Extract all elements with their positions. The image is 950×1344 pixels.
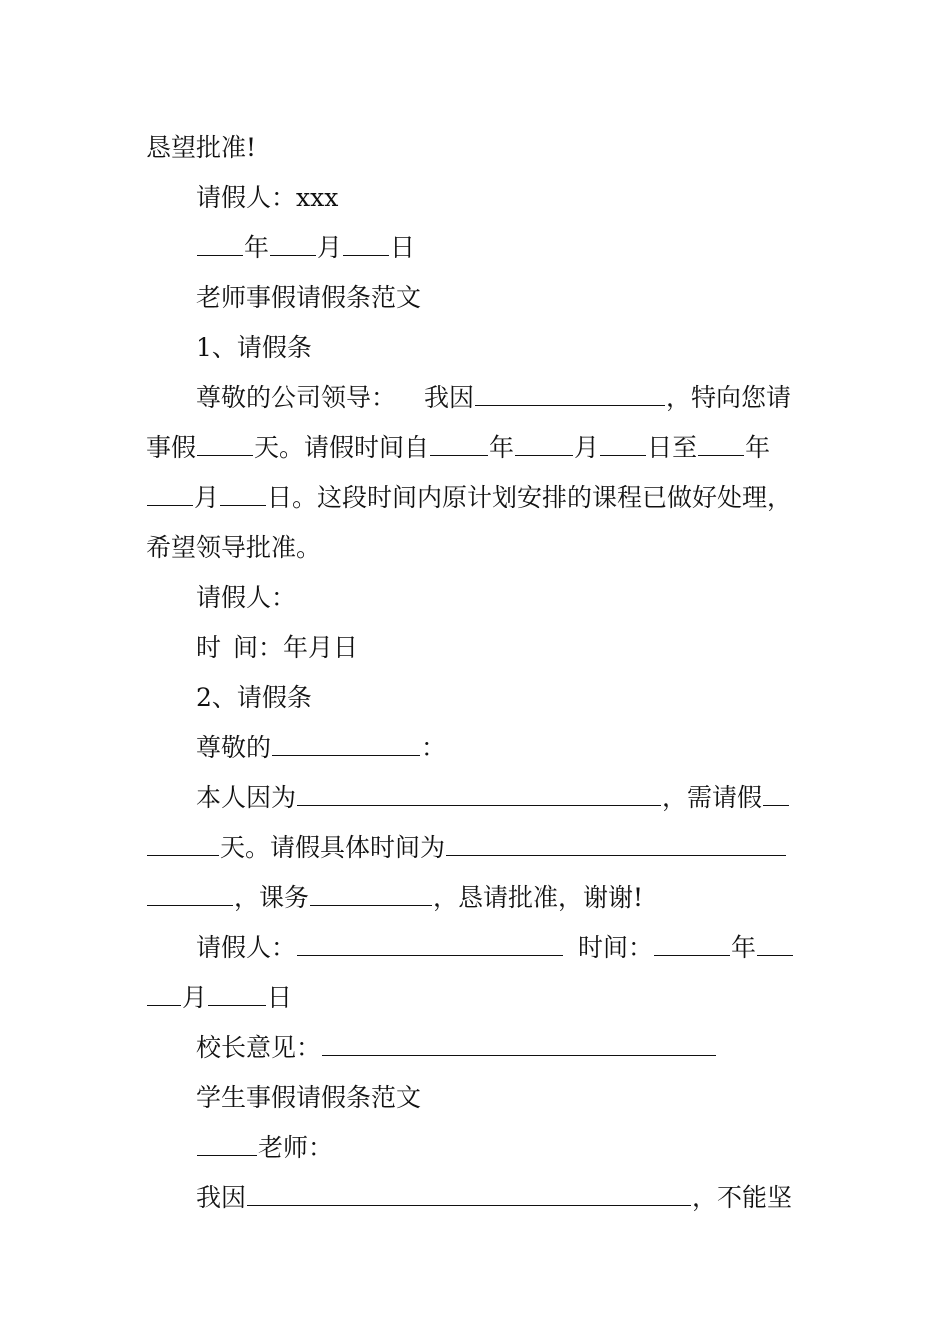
reason-label: 我因	[424, 383, 475, 412]
reason-blank[interactable]	[297, 780, 661, 806]
section-heading-student	[196, 1080, 816, 1116]
principal-opinion-blank[interactable]	[322, 1030, 716, 1056]
period-blank[interactable]	[446, 830, 786, 856]
paragraph-text: 日。这段时间内原计划安排的课程已做好处理，	[267, 483, 793, 512]
paragraph-text: 日至	[647, 433, 698, 462]
section-heading-teacher	[196, 280, 816, 316]
applicant-label: 请假人：	[196, 183, 297, 212]
paragraph-text: 事假	[146, 433, 197, 462]
applicant-line	[196, 930, 816, 966]
month-label: 月	[317, 233, 343, 262]
paragraph-text: 天。请假具体时间为	[220, 833, 446, 862]
day-blank[interactable]	[220, 480, 266, 506]
time-line	[196, 630, 816, 666]
year-blank[interactable]	[698, 430, 744, 456]
paragraph-text: ，课务	[234, 883, 310, 912]
principal-opinion-line	[196, 1030, 816, 1066]
month-blank[interactable]	[147, 980, 181, 1006]
teacher-name-blank[interactable]	[197, 1130, 257, 1156]
year-blank[interactable]	[430, 430, 488, 456]
paragraph-text: ，需请假	[662, 783, 763, 812]
paragraph-line	[196, 780, 816, 816]
applicant-label: 请假人：	[196, 933, 297, 962]
salutation-text: 尊敬的	[196, 733, 272, 762]
month-label: 月	[194, 483, 220, 512]
recipient-blank[interactable]	[272, 730, 420, 756]
time-label-b: 间：年月日	[233, 633, 359, 662]
paragraph-text: 我因	[196, 1183, 247, 1212]
salutation-line	[196, 730, 816, 766]
item-heading-2	[196, 680, 816, 716]
principal-opinion-label: 校长意见：	[196, 1033, 322, 1062]
paragraph-line	[146, 530, 816, 566]
days-blank[interactable]	[197, 430, 253, 456]
applicant-label: 请假人：	[196, 583, 297, 612]
paragraph-line	[146, 830, 816, 866]
paragraph-line	[146, 430, 816, 466]
salutation-text: 老师：	[258, 1133, 334, 1162]
month-blank[interactable]	[270, 230, 316, 256]
item-heading-text: 1、请假条	[196, 333, 312, 362]
item-heading-1	[196, 330, 816, 366]
day-blank[interactable]	[343, 230, 389, 256]
month-blank[interactable]	[757, 930, 793, 956]
colon-text: ：	[421, 733, 447, 762]
month-blank[interactable]	[515, 430, 573, 456]
year-label: 年	[244, 233, 270, 262]
paragraph-line	[146, 880, 816, 916]
year-label: 年	[745, 433, 771, 462]
time-label: 时间：	[578, 933, 654, 962]
month-label: 月	[182, 983, 208, 1012]
paragraph-text: ，恳请批准，谢谢!	[433, 883, 644, 912]
month-label: 月	[574, 433, 600, 462]
reason-blank[interactable]	[247, 1180, 691, 1206]
paragraph-text: 本人因为	[196, 783, 297, 812]
applicant-line	[196, 580, 816, 616]
paragraph-text: 希望领导批准。	[146, 533, 322, 562]
day-label: 日	[390, 233, 416, 262]
paragraph-text: 天。请假时间自	[254, 433, 430, 462]
year-label: 年	[731, 933, 757, 962]
course-blank[interactable]	[310, 880, 432, 906]
applicant-blank[interactable]	[297, 930, 563, 956]
section-heading-text: 老师事假请假条范文	[196, 283, 422, 312]
date-line	[146, 980, 816, 1016]
applicant-name: xxx	[296, 183, 339, 212]
days-blank[interactable]	[763, 780, 789, 806]
salutation-line	[196, 1130, 816, 1166]
salutation-text: 尊敬的公司领导：	[196, 383, 397, 412]
section-heading-text: 学生事假请假条范文	[196, 1083, 422, 1112]
paragraph-text: ，特向您请	[666, 383, 792, 412]
reason-blank[interactable]	[475, 380, 665, 406]
paragraph-line	[196, 380, 816, 416]
month-blank[interactable]	[147, 480, 193, 506]
year-blank[interactable]	[197, 230, 243, 256]
day-blank[interactable]	[208, 980, 266, 1006]
closing-text: 恳望批准!	[146, 133, 257, 162]
paragraph-text: ，不能坚	[692, 1183, 793, 1212]
days-blank[interactable]	[147, 830, 219, 856]
closing-line	[146, 130, 816, 166]
date-line	[196, 230, 816, 266]
period-blank[interactable]	[147, 880, 233, 906]
paragraph-line	[146, 480, 816, 516]
time-label-a: 时	[196, 633, 222, 662]
item-heading-text: 2、请假条	[196, 683, 312, 712]
day-blank[interactable]	[600, 430, 646, 456]
paragraph-line	[196, 1180, 816, 1216]
year-blank[interactable]	[654, 930, 730, 956]
year-label: 年	[489, 433, 515, 462]
applicant-line	[196, 180, 816, 216]
day-label: 日	[267, 983, 293, 1012]
